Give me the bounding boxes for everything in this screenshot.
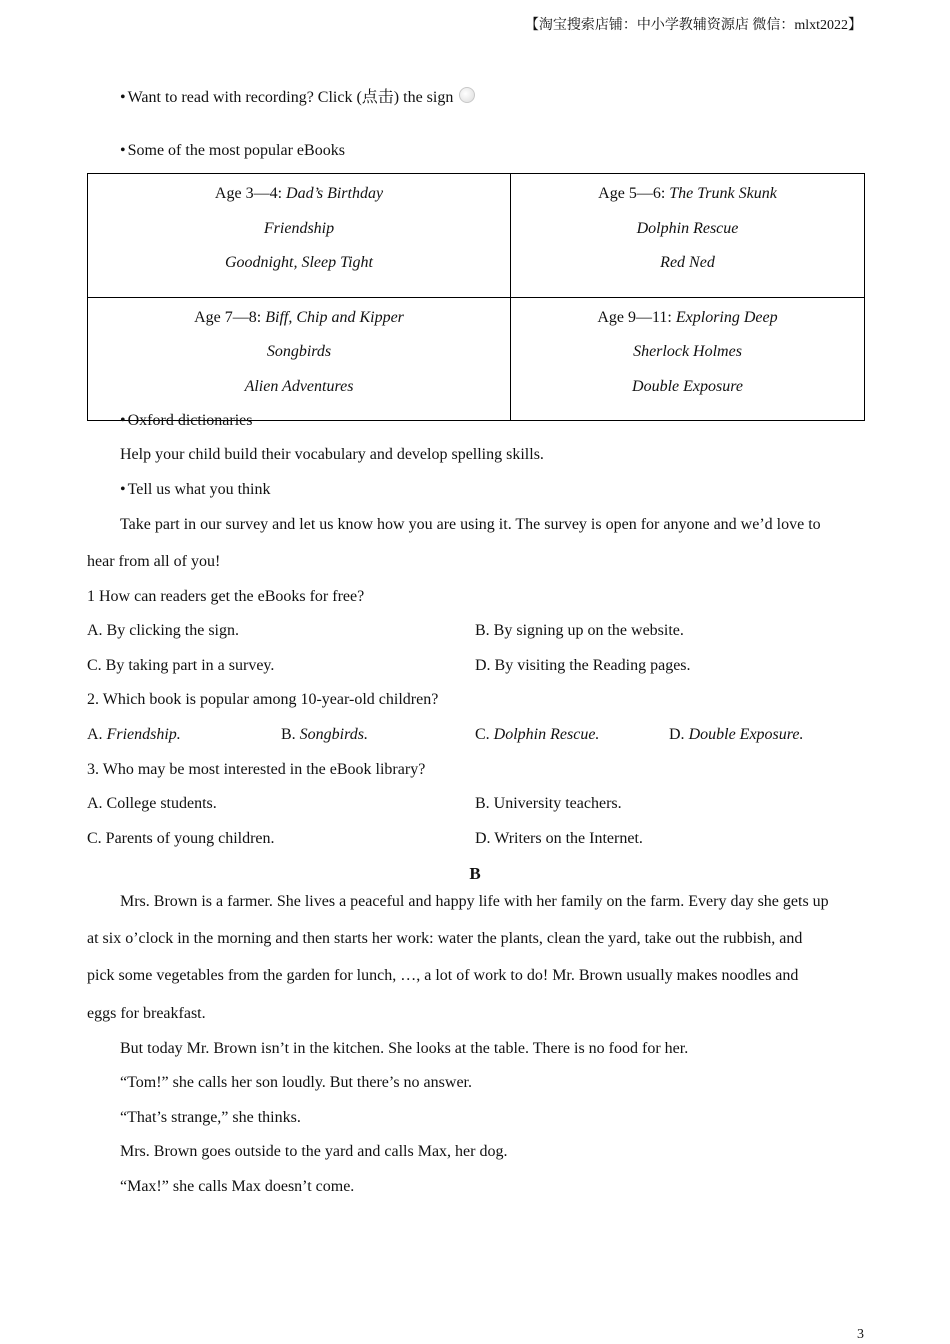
popular-ebooks-heading <box>120 142 345 160</box>
book-title: Goodnight, Sleep Tight <box>225 254 373 271</box>
feedback-heading-text: Tell us what you think <box>127 481 271 498</box>
option-letter: C. <box>475 726 494 743</box>
table-cell-age-3-4 <box>88 174 511 298</box>
option-letter: A. <box>87 726 107 743</box>
cell-line-1 <box>92 307 506 342</box>
option-text: Friendship. <box>106 726 181 743</box>
recording-text: Want to read with recording? Click (点击) the sign <box>127 89 454 106</box>
book-title: Double Exposure <box>632 377 743 395</box>
book-title: Friendship <box>263 219 335 237</box>
option-text: Dolphin Rescue. <box>493 726 600 743</box>
question-3-option-b: B. University teachers. <box>475 795 622 812</box>
feedback-heading <box>120 481 270 499</box>
age-label: Age 9—11: <box>597 308 676 326</box>
book-title: Songbirds <box>266 343 332 360</box>
question-2-option-a <box>87 726 181 744</box>
section-b-paragraph-1-line-3: pick some vegetables from the garden for lunch, …, a lot of work to do! Mr. Brown usually makes noodles and <box>87 967 799 984</box>
option-letter: B. <box>281 726 300 743</box>
section-b-paragraph-1-line-4: eggs for breakfast. <box>87 1005 206 1022</box>
book-title: Exploring Deep <box>675 308 778 326</box>
table-cell-age-7-8 <box>88 297 511 421</box>
section-b-paragraph-3: “Tom!” she calls her son loudly. But there’s no answer. <box>120 1074 472 1091</box>
question-3-option-a: A. College students. <box>87 795 217 812</box>
book-title: Dad’s Birthday <box>286 185 384 202</box>
bullet: • <box>120 481 126 498</box>
section-b-paragraph-4: “That’s strange,” she thinks. <box>120 1109 301 1126</box>
cell-line-1 <box>92 183 506 218</box>
question-2: 2. Which book is popular among 10-year-old children? <box>87 691 439 708</box>
question-3-option-d: D. Writers on the Internet. <box>475 830 643 847</box>
table-row <box>88 174 865 298</box>
option-letter: D. <box>669 726 689 743</box>
section-b-paragraph-2: But today Mr. Brown isn’t in the kitchen. She looks at the table. There is no food for her. <box>120 1040 689 1057</box>
option-text: Songbirds. <box>299 726 368 743</box>
dictionaries-heading-text: Oxford dictionaries <box>127 412 253 429</box>
popular-heading-text: Some of the most popular eBooks <box>127 142 345 159</box>
question-1-option-d: D. By visiting the Reading pages. <box>475 657 691 674</box>
cell-line-3 <box>515 376 860 411</box>
section-b-paragraph-1-line-2: at six o’clock in the morning and then starts her work: water the plants, clean the yard, take out the rubbish, and <box>87 930 803 947</box>
table-cell-age-9-11 <box>511 297 865 421</box>
question-1-option-b: B. By signing up on the website. <box>475 622 684 639</box>
cell-line-2 <box>515 218 860 253</box>
cell-line-3 <box>92 376 506 411</box>
recording-note <box>120 84 475 107</box>
section-b-heading: B <box>469 864 481 883</box>
dictionaries-text: Help your child build their vocabulary and develop spelling skills. <box>120 446 544 463</box>
cell-line-3 <box>515 252 860 287</box>
ebook-table <box>87 173 865 421</box>
book-title: Biff, Chip and Kipper <box>265 308 404 326</box>
question-2-option-d <box>669 726 804 744</box>
question-1-option-c: C. By taking part in a survey. <box>87 657 275 674</box>
question-2-option-b <box>281 726 368 744</box>
cell-line-1 <box>515 183 860 218</box>
age-label: Age 5—6: <box>598 185 670 202</box>
book-title: Red Ned <box>660 254 715 271</box>
bullet: • <box>120 412 126 429</box>
question-2-option-c <box>475 726 599 744</box>
book-title: Alien Adventures <box>244 377 354 395</box>
age-label: Age 3—4: <box>214 185 287 202</box>
question-3-option-c: C. Parents of young children. <box>87 830 275 847</box>
table-row <box>88 297 865 421</box>
page-number: 3 <box>857 1327 864 1342</box>
book-title: The Trunk Skunk <box>669 185 777 202</box>
section-b-paragraph-1-line-1: Mrs. Brown is a farmer. She lives a peaceful and happy life with her family on the farm. Every day she gets up <box>120 893 829 910</box>
question-1-option-a: A. By clicking the sign. <box>87 622 239 639</box>
feedback-line-1: Take part in our survey and let us know how you are using it. The survey is open for anyone and we’d love to <box>120 516 821 533</box>
feedback-line-2: hear from all of you! <box>87 553 221 570</box>
cell-line-2 <box>92 341 506 376</box>
section-b-paragraph-5: Mrs. Brown goes outside to the yard and calls Max, her dog. <box>120 1143 508 1160</box>
age-label: Age 7—8: <box>194 308 266 326</box>
question-1: 1 How can readers get the eBooks for free? <box>87 588 365 605</box>
book-title: Dolphin Rescue <box>636 219 739 237</box>
bullet: • <box>120 142 126 159</box>
dictionaries-heading <box>120 412 252 430</box>
table-cell-age-5-6 <box>511 174 865 298</box>
option-text: Double Exposure. <box>688 726 804 743</box>
book-title: Sherlock Holmes <box>633 343 742 360</box>
cell-line-3 <box>92 252 506 287</box>
bullet: • <box>120 89 126 106</box>
recording-sign-icon[interactable] <box>459 87 475 103</box>
question-3: 3. Who may be most interested in the eBook library? <box>87 761 426 778</box>
cell-line-1 <box>515 307 860 342</box>
section-b-paragraph-6: “Max!” she calls Max doesn’t come. <box>120 1178 355 1195</box>
cell-line-2 <box>515 341 860 376</box>
cell-line-2 <box>92 218 506 253</box>
page-header: 【淘宝搜索店铺：中小学教辅资源店 微信：mlxt2022】 <box>524 18 862 33</box>
